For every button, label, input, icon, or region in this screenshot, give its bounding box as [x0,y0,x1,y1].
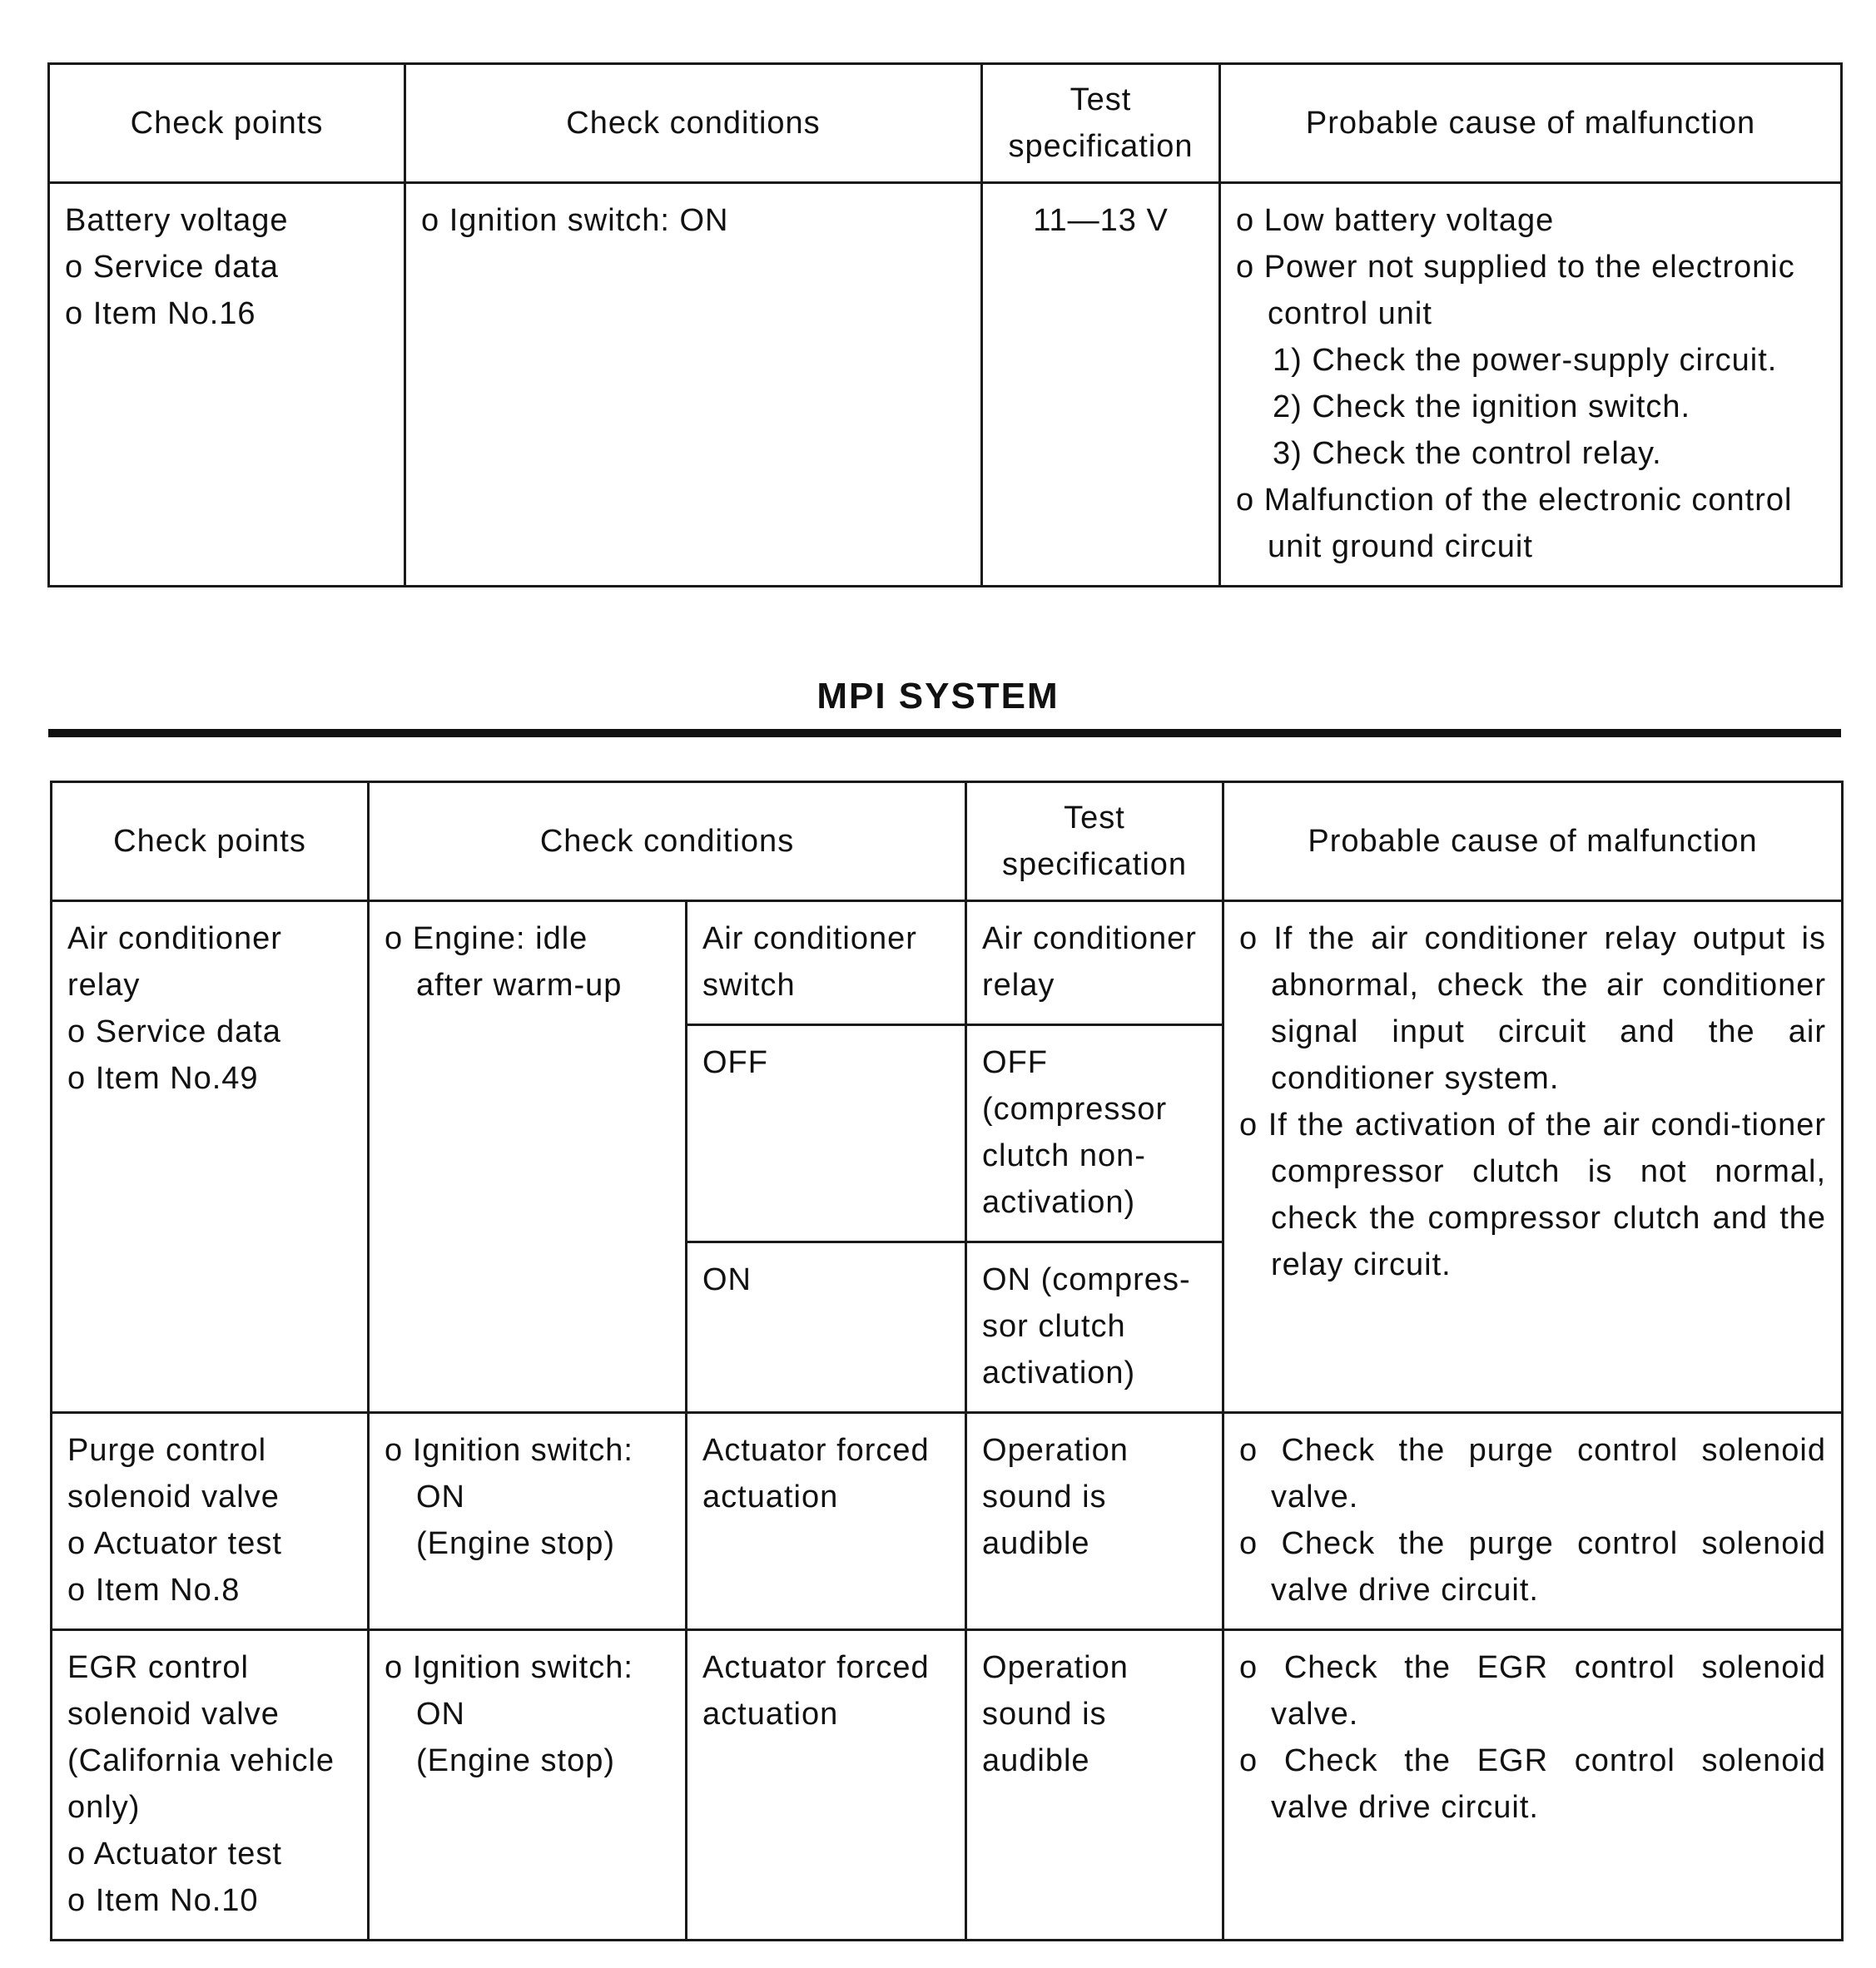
check-conditions-cell: o Ignition switch: ON (Engine stop) [369,1630,687,1941]
header-test-specification: Test specification [982,64,1220,183]
mpi-system-table [50,781,1844,1941]
ac-switch-off-cell: OFF [687,1025,966,1242]
probable-cause-cell: o Check the EGR control solenoid valve. o Check the EGR control solenoid valve drive circuit. [1223,1630,1843,1941]
header-check-points: Check points [52,782,369,901]
header-probable-cause: Probable cause of malfunction [1223,782,1843,901]
ac-relay-off-cell: OFF (compressor clutch non-activation) [966,1025,1223,1242]
header-check-conditions: Check conditions [369,782,966,901]
header-test-specification: Test specification [966,782,1223,901]
section-title: MPI SYSTEM [816,676,1060,716]
ac-relay-header-cell: Air conditioner relay [966,901,1223,1025]
table-row [52,1413,1843,1630]
probable-cause-cell: o Check the purge control solenoid valve. o Check the purge control solenoid valve drive circuit. [1223,1413,1843,1630]
table-header-row [52,782,1843,901]
test-spec-cell: Operation sound is audible [966,1413,1223,1630]
section-divider [48,729,1841,737]
header-check-conditions: Check conditions [405,64,982,183]
check-conditions-cell: o Engine: idle after warm-up [369,901,687,1413]
check-points-cell: Battery voltage o Service data o Item No.16 [49,183,405,587]
header-check-points: Check points [49,64,405,183]
battery-voltage-table [47,62,1843,587]
table-row [52,1630,1843,1941]
table-header-row [49,64,1842,183]
check-conditions-cell: o Ignition switch: ON [405,183,982,587]
test-spec-cell: 11—13 V [982,183,1220,587]
ac-switch-header-cell: Air conditioner switch [687,901,966,1025]
ac-switch-on-cell: ON [687,1242,966,1413]
sub-condition-cell: Actuator forced actuation [687,1413,966,1630]
test-spec-cell: Operation sound is audible [966,1630,1223,1941]
sub-condition-cell: Actuator forced actuation [687,1630,966,1941]
probable-cause-cell: o If the air conditioner relay output is abnormal, check the air conditioner signal input circuit and the air conditioner system. o If the activation of the air condi-tioner compressor clutch is not normal, check the compressor clutch and the relay circuit. [1223,901,1843,1413]
probable-cause-cell: o Low battery voltage o Power not supplied to the electronic control unit 1) Check the power-supply circuit. 2) Check the ignition switch. 3) Check the control relay. o Malfunction of the electronic control unit ground circuit [1220,183,1842,587]
check-points-cell: EGR control solenoid valve (California vehicle only) o Actuator test o Item No.10 [52,1630,369,1941]
check-points-cell: Air conditioner relay o Service data o Item No.49 [52,901,369,1413]
table-row [49,183,1842,587]
check-conditions-cell: o Ignition switch: ON (Engine stop) [369,1413,687,1630]
check-points-cell: Purge control solenoid valve o Actuator test o Item No.8 [52,1413,369,1630]
ac-relay-on-cell: ON (compres-sor clutch activation) [966,1242,1223,1413]
table-row [52,901,1843,1025]
header-probable-cause: Probable cause of malfunction [1220,64,1842,183]
